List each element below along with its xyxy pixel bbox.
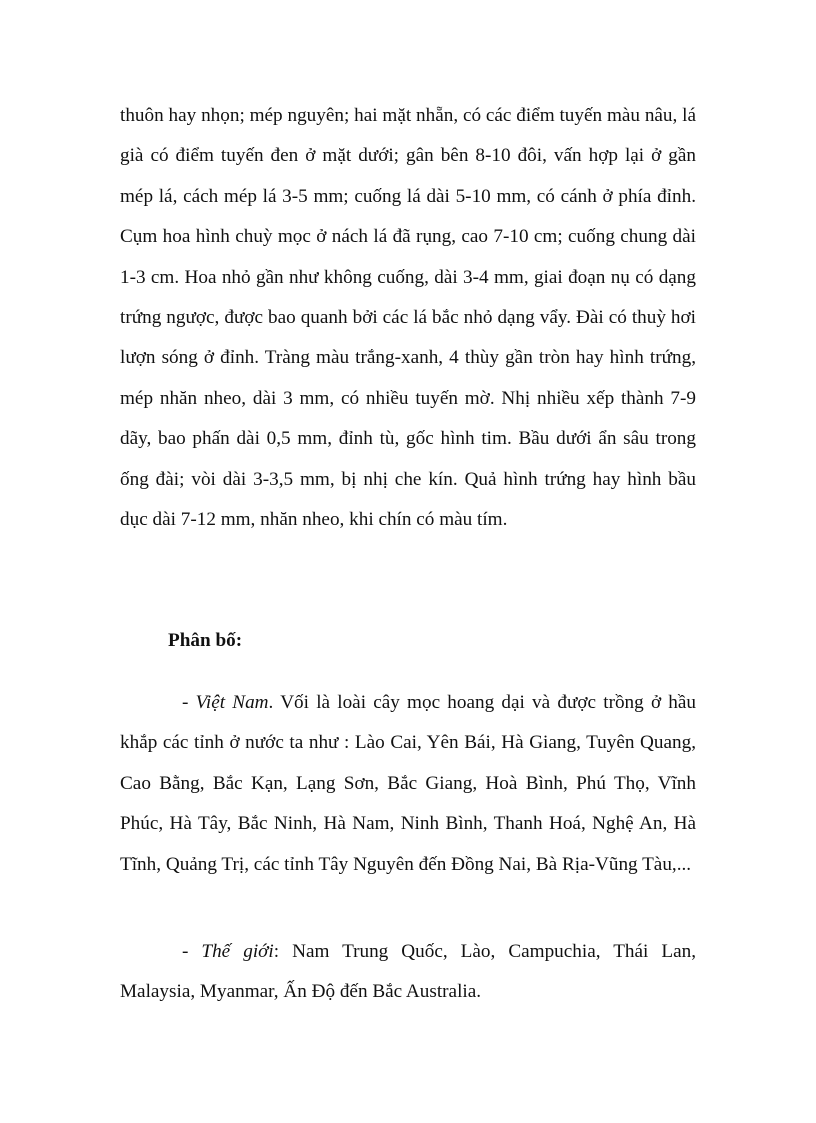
- distribution-vietnam-paragraph: [120, 683, 696, 885]
- description-paragraph: thuôn hay nhọn; mép nguyên; hai mặt nhẵn, có các điểm tuyến màu nâu, lá già có điểm tuyến đen ở mặt dưới; gân bên 8-10 đôi, vấn hợp lại ở gần mép lá, cách mép lá 3-5 mm; cuống lá dài 5-10 mm, có cánh ở phía đỉnh. Cụm hoa hình chuỳ mọc ở nách lá đã rụng, cao 7-10 cm; cuống chung dài 1-3 cm. Hoa nhỏ gần như không cuống, dài 3-4 mm, giai đoạn nụ có dạng trứng ngược, được bao quanh bởi các lá bắc nhỏ dạng vẩy. Đài có thuỳ hơi lượn sóng ở đỉnh. Tràng màu trắng-xanh, 4 thùy gần tròn hay hình trứng, mép nhăn nheo, dài 3 mm, có nhiều tuyến mờ. Nhị nhiều xếp thành 7-9 dãy, bao phấn dài 0,5 mm, đỉnh tù, gốc hình tim. Bầu dưới ẩn sâu trong ống đài; vòi dài 3-3,5 mm, bị nhị che kín. Quả hình trứng hay hình bầu dục dài 7-12 mm, nhăn nheo, khi chín có màu tím.: [120, 105, 696, 531]
- distribution-heading: Phân bố:: [168, 630, 243, 651]
- vietnam-text: . Vối là loài cây mọc hoang dại và được trồng ở hầu khắp các tỉnh ở nước ta như : Lào Cai, Yên Bái, Hà Giang, Tuyên Quang, Cao Bằng, Bắc Kạn, Lạng Sơn, Bắc Giang, Hoà Bình, Phú Thọ, Vĩnh Phúc, Hà Tây, Bắc Ninh, Hà Nam, Ninh Bình, Thanh Hoá, Nghệ An, Hà Tĩnh, Quảng Trị, các tỉnh Tây Nguyên đến Đồng Nai, Bà Rịa-Vũng Tàu,...: [120, 692, 696, 875]
- vietnam-dash: -: [182, 692, 196, 713]
- distribution-world-paragraph: [120, 932, 696, 1013]
- world-label: Thế giới: [201, 941, 274, 962]
- vietnam-label: Việt Nam: [195, 692, 269, 713]
- world-text: : Nam Trung Quốc, Lào, Campuchia, Thái Lan, Malaysia, Myanmar, Ấn Độ đến Bắc Australia.: [120, 941, 697, 1003]
- world-dash: -: [182, 941, 202, 962]
